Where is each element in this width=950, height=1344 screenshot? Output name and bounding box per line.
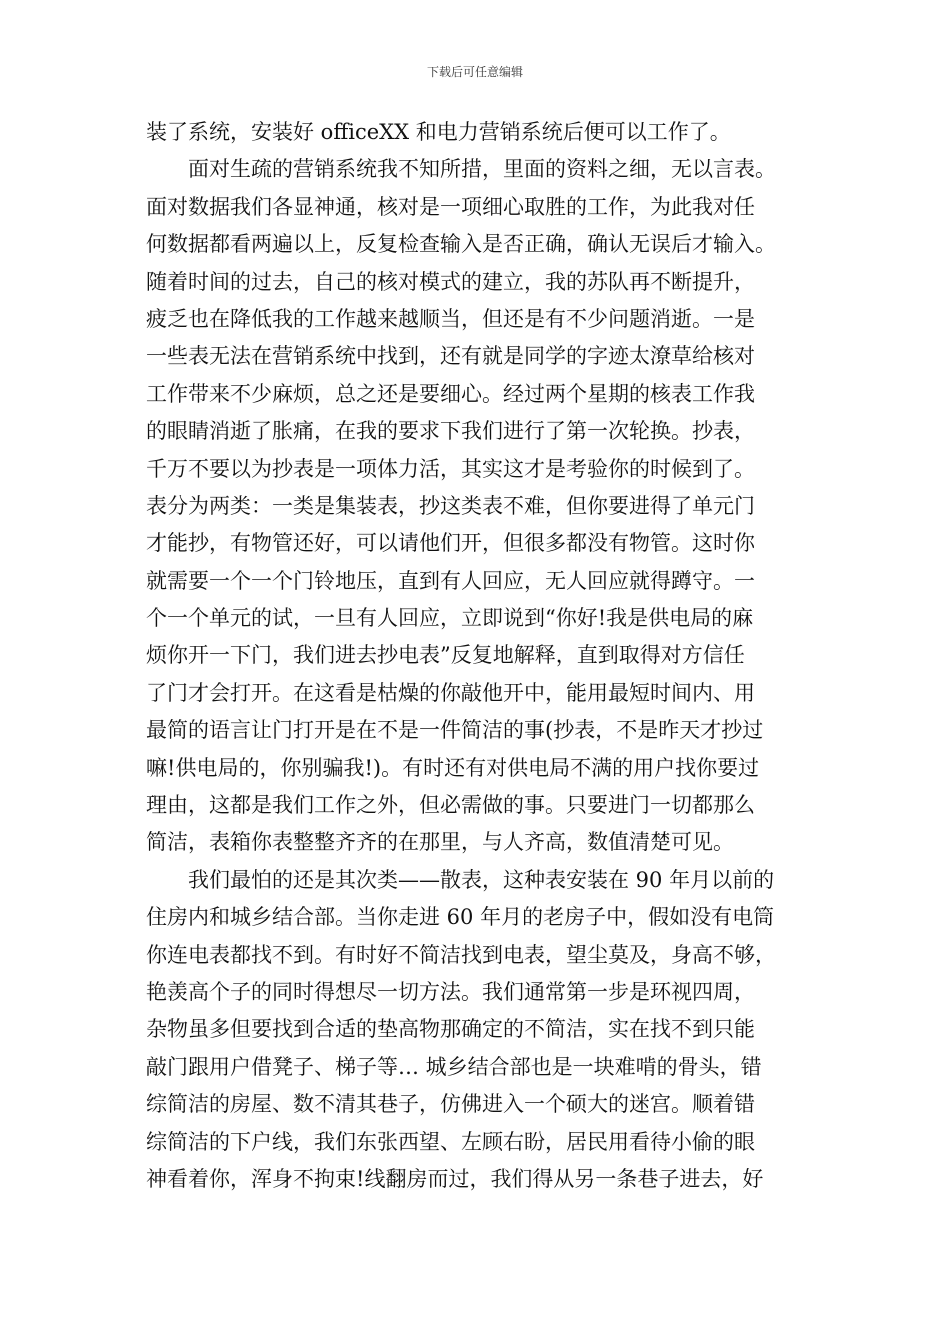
text-line: 最简的语言让门打开是在不是一件简洁的事(抄表，不是昨天才抄过 bbox=[146, 718, 764, 743]
text-line: 装了系统，安装好 officeXX 和电力营销系统后便可以工作了。 bbox=[146, 120, 731, 144]
text-line: 个一个单元的试，一旦有人回应，立即说到“你好!我是供电局的麻 bbox=[146, 606, 754, 631]
paragraph bbox=[146, 862, 810, 1199]
text-line: 烦你开一下门，我们进去抄电表”反复地解释，直到取得对方信任 bbox=[146, 643, 745, 668]
text-line: 嘛!供电局的，你别骗我!)。有时还有对供电局不满的用户找你要过 bbox=[146, 755, 760, 780]
document-body bbox=[146, 114, 810, 1198]
text-line: 随着时间的过去，自己的核对模式的建立，我的苏队再不断提升， bbox=[146, 269, 755, 294]
text-line: 疲乏也在降低我的工作越来越顺当，但还是有不少问题消逝。一是 bbox=[146, 306, 755, 331]
text-line: 千万不要以为抄表是一项体力活，其实这才是考验你的时候到了。 bbox=[146, 456, 755, 481]
text-line: 简洁，表箱你表整整齐齐的在那里，与人齐高，数值清楚可见。 bbox=[146, 830, 734, 855]
text-line: 面对数据我们各显神通，核对是一项细心取胜的工作，为此我对任 bbox=[146, 194, 755, 219]
text-line: 艳羡高个子的同时得想尽一切方法。我们通常第一步是环视四周， bbox=[146, 979, 755, 1004]
page-header: 下载后可任意编辑 bbox=[426, 65, 523, 79]
paragraph bbox=[146, 151, 810, 861]
text-line: 表分为两类：一类是集装表，抄这类表不难，但你要进得了单元门 bbox=[146, 493, 755, 518]
text-line: 就需要一个一个门铃地压，直到有人回应，无人回应就得蹲守。一 bbox=[146, 568, 755, 593]
text-line: 你连电表都找不到。有时好不简洁找到电表，望尘莫及，身高不够， bbox=[146, 942, 776, 967]
text-line: 综简洁的房屋、数不清其巷子，仿佛进入一个硕大的迷宫。顺着错 bbox=[146, 1092, 755, 1117]
text-line: 面对生疏的营销系统我不知所措，里面的资料之细，无以言表。 bbox=[188, 157, 776, 182]
text-line: 的眼睛消逝了胀痛，在我的要求下我们进行了第一次轮换。抄表， bbox=[146, 419, 755, 444]
text-line: 工作带来不少麻烦，总之还是要细心。经过两个星期的核表工作我 bbox=[146, 381, 755, 406]
text-line: 住房内和城乡结合部。当你走进 60 年月的老房子中，假如没有电筒 bbox=[146, 905, 775, 930]
text-line: 我们最怕的还是其次类——散表，这种表安装在 90 年月以前的 bbox=[188, 867, 775, 892]
text-line: 综简洁的下户线，我们东张西望、左顾右盼，居民用看待小偷的眼 bbox=[146, 1129, 755, 1154]
text-line: 何数据都看两遍以上，反复检查输入是否正确，确认无误后才输入。 bbox=[146, 232, 776, 257]
text-line: 一些表无法在营销系统中找到，还有就是同学的字迹太潦草给核对 bbox=[146, 344, 755, 369]
paragraph bbox=[146, 114, 810, 151]
text-line: 才能抄，有物管还好，可以请他们开，但很多都没有物管。这时你 bbox=[146, 531, 755, 556]
text-line: 理由，这都是我们工作之外，但必需做的事。只要进门一切都那么 bbox=[146, 793, 755, 818]
text-line: 敲门跟用户借凳子、梯子等… 城乡结合部也是一块难啃的骨头，错 bbox=[146, 1054, 762, 1079]
text-line: 杂物虽多但要找到合适的垫高物那确定的不简洁，实在找不到只能 bbox=[146, 1017, 755, 1042]
text-line: 神看着你，浑身不拘束!线翻房而过，我们得从另一条巷子进去，好 bbox=[146, 1166, 764, 1191]
text-line: 了门才会打开。在这看是枯燥的你敲他开中，能用最短时间内、用 bbox=[146, 680, 755, 705]
